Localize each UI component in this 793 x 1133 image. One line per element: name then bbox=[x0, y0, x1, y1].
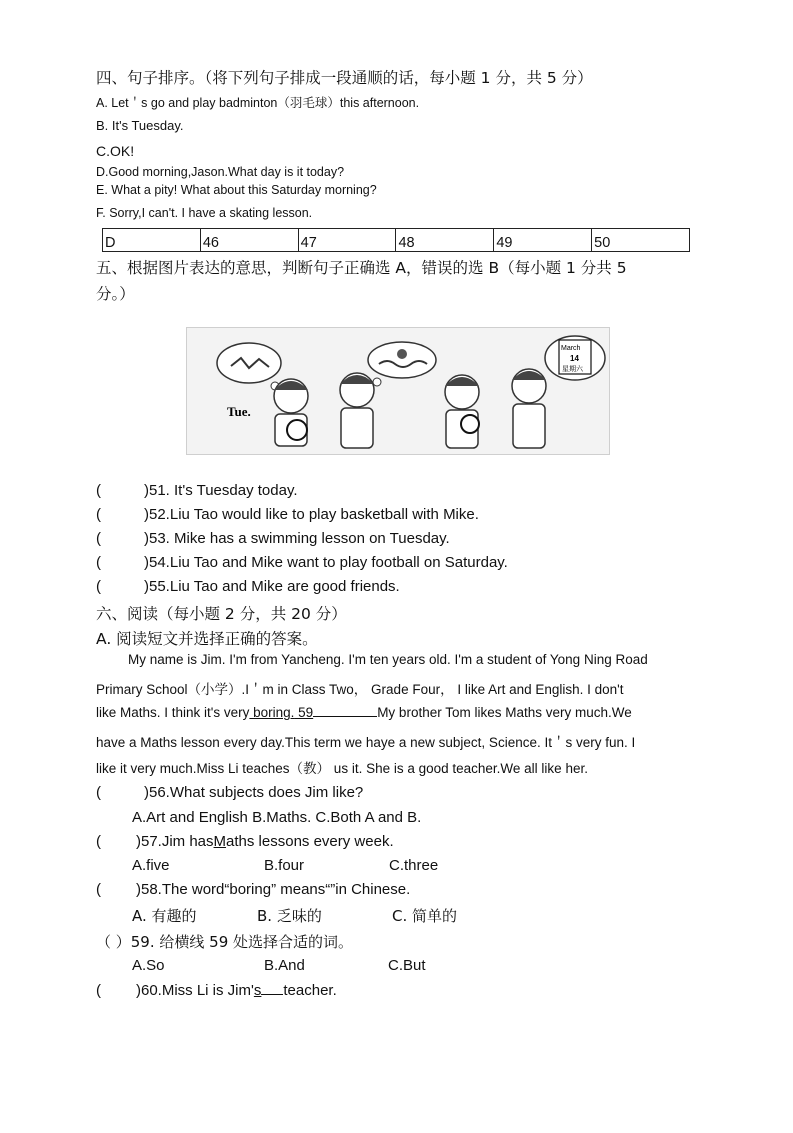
q51-text: )51. It's Tuesday today. bbox=[144, 482, 298, 499]
answer-paren-53[interactable]: ( bbox=[96, 530, 101, 547]
q51 bbox=[96, 482, 298, 499]
sentence-d: D.Good morning,Jason.What day is it today? bbox=[96, 165, 345, 179]
answer-cell-46[interactable]: 46 bbox=[200, 229, 298, 252]
calendar-day: 14 bbox=[570, 354, 579, 363]
blank-59-number: 59 bbox=[294, 705, 314, 720]
answer-paren-52[interactable]: ( bbox=[96, 506, 101, 523]
answer-paren-57[interactable]: ( bbox=[96, 833, 101, 850]
sentence-b: B. It's Tuesday. bbox=[96, 118, 184, 133]
section4-heading: 四、句子排序。（将下列句子排成一段通顺的话，每小题 1 分，共 5 分） bbox=[96, 69, 593, 87]
q54 bbox=[96, 554, 508, 571]
answer-cell-50[interactable]: 50 bbox=[592, 229, 690, 252]
q57-underlined: M bbox=[213, 833, 227, 850]
calendar-month: March bbox=[561, 345, 581, 352]
q54-text: )54.Liu Tao and Mike want to play football on Saturday. bbox=[144, 554, 508, 571]
passage-line-5: like it very much.Miss Li teaches（教） us it. She is a good teacher.We all like her. bbox=[96, 761, 588, 776]
answer-cell-48[interactable]: 48 bbox=[396, 229, 494, 252]
q55-text: )55.Liu Tao and Mike are good friends. bbox=[144, 578, 400, 595]
passage-line-4: have a Maths lesson every day.This term we haye a new subject, Science. It＇s very fun. I bbox=[96, 735, 636, 750]
q60 bbox=[96, 982, 337, 999]
passage-line-1: My name is Jim. I'm from Yancheng. I'm ten years old. I'm a student of Yong Ning Road bbox=[128, 652, 648, 667]
q58-text: )58.The word“boring” means“”in Chinese. bbox=[136, 881, 411, 898]
q55 bbox=[96, 578, 400, 595]
sentence-e: E. What a pity! What about this Saturday morning? bbox=[96, 183, 377, 197]
q58-option-a: A. 有趣的 bbox=[132, 907, 197, 925]
q58-option-b: B. 乏味的 bbox=[257, 907, 322, 925]
q60-text-start: )60.Miss Li is Jim' bbox=[136, 982, 254, 999]
q56-text: )56.What subjects does Jim like? bbox=[144, 784, 364, 801]
answer-paren-51[interactable]: ( bbox=[96, 482, 101, 499]
passage-line-2: Primary School（小学）.I＇m in Class Two， Grade Four， I like Art and English. I don't bbox=[96, 682, 624, 697]
passage-line-3-start: like Maths. I think it's very bbox=[96, 705, 250, 720]
answer-paren-55[interactable]: ( bbox=[96, 578, 101, 595]
q59: （ ）59. 给横线 59 处选择合适的词。 bbox=[96, 933, 354, 951]
passage-line-3 bbox=[96, 704, 632, 720]
q60-text-end: teacher. bbox=[283, 982, 337, 999]
sentence-a: A. Let＇s go and play badminton（羽毛球）this afternoon. bbox=[96, 96, 420, 110]
q59-option-a: A.So bbox=[132, 957, 165, 974]
section6-heading: 六、阅读（每小题 2 分，共 20 分） bbox=[96, 605, 347, 623]
answer-paren-54[interactable]: ( bbox=[96, 554, 101, 571]
answer-cell-1: D bbox=[103, 229, 201, 252]
answer-paren-60[interactable]: ( bbox=[96, 982, 101, 999]
q58-option-c: C. 简单的 bbox=[392, 907, 458, 925]
section5-heading-line1: 五、根据图片表达的意思，判断句子正确选 A，错误的选 B（每小题 1 分共 5 bbox=[96, 259, 627, 277]
answer-table bbox=[102, 228, 690, 252]
sentence-c: C.OK! bbox=[96, 143, 135, 159]
underlined-boring: boring. bbox=[249, 705, 295, 720]
answer-cell-49[interactable]: 49 bbox=[494, 229, 592, 252]
q52-text: )52.Liu Tao would like to play basketball with Mike. bbox=[144, 506, 479, 523]
q52 bbox=[96, 506, 479, 523]
sentence-f: F. Sorry,I can't. I have a skating lesson. bbox=[96, 206, 313, 220]
q56 bbox=[96, 784, 363, 801]
section6-subheading: A. 阅读短文并选择正确的答案。 bbox=[96, 630, 318, 648]
q59-option-c: C.But bbox=[388, 957, 426, 974]
q58 bbox=[96, 881, 410, 898]
cartoon-picture bbox=[186, 327, 610, 455]
q59-option-b: B.And bbox=[264, 957, 305, 974]
cartoon-illustration bbox=[187, 328, 609, 454]
q57-text-start: )57.Jim has bbox=[136, 833, 214, 850]
q57-option-a: A.five bbox=[132, 857, 170, 874]
answer-paren-58[interactable]: ( bbox=[96, 881, 101, 898]
q57-text-end: aths lessons every week. bbox=[226, 833, 394, 850]
answer-paren-56[interactable]: ( bbox=[96, 784, 101, 801]
q57-option-c: C.three bbox=[389, 857, 439, 874]
q57 bbox=[96, 833, 394, 850]
tue-label: Tue. bbox=[227, 404, 251, 419]
q56-options: A.Art and English B.Maths. C.Both A and B. bbox=[132, 809, 422, 826]
q60-underlined: s bbox=[253, 982, 262, 999]
blank-60[interactable] bbox=[261, 982, 283, 995]
passage-line-3-end: My brother Tom likes Maths very much.We bbox=[377, 705, 632, 720]
calendar-weekday: 星期六 bbox=[562, 365, 583, 373]
blank-59[interactable] bbox=[313, 704, 377, 717]
q57-option-b: B.four bbox=[264, 857, 305, 874]
section5-heading-line2: 分。） bbox=[96, 285, 135, 303]
q53 bbox=[96, 530, 450, 547]
q53-text: )53. Mike has a swimming lesson on Tuesday. bbox=[144, 530, 450, 547]
answer-cell-47[interactable]: 47 bbox=[298, 229, 396, 252]
